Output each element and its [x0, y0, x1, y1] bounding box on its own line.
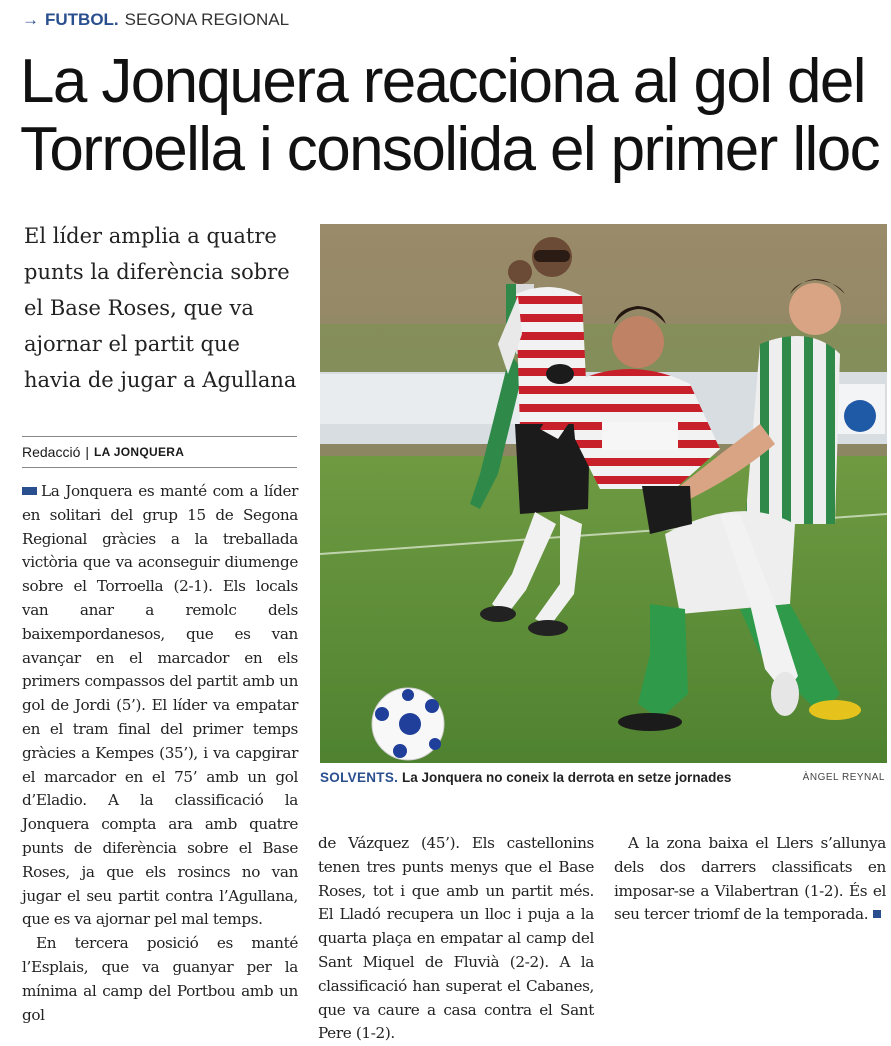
body-paragraph [318, 832, 594, 1046]
byline-author: Redacció [22, 444, 81, 460]
body-column-1 [22, 480, 298, 1027]
byline [22, 436, 297, 468]
byline-place: LA JONQUERA [94, 445, 185, 459]
section-subname: SEGONA REGIONAL [124, 10, 290, 29]
byline-separator: | [85, 444, 90, 460]
photo-caption [320, 770, 887, 792]
section-name: FUTBOL. [45, 10, 119, 29]
photo-credit: ÀNGEL REYNAL [802, 772, 885, 783]
match-photo [320, 224, 887, 763]
end-marker-icon [873, 910, 881, 918]
subtitle: El líder amplia a quatre punts la diferència sobre el Base Roses, que va ajornar el partit que havia de jugar a Agullana [24, 224, 297, 392]
body-column-2 [318, 832, 594, 1046]
body-paragraph-2-text-a: En tercera posició es manté l’Esplais, que va guanyar per la mínima al camp del Portbou amb un gol [22, 934, 298, 1024]
body-paragraph-1-text: La Jonquera es manté com a líder en solitari del grup 15 de Segona Regional gràcies a la treballada victòria que va aconseguir diumenge sobre el Torroella (2-1). Els locals van anar a remolc dels baixempordanesos, que es van avançar en el marcador en els primers compassos del partit amb un gol de Jordi (5’). El líder va empatar en el tram final del primer temps gràcies a Kempes (35’), i va capgirar el marcador en el 75’ amb un gol d’Eladio. A la classificació la Jonquera compta ara amb quatre punts de diferència sobre el Base Roses, ja que els rosincs no van jugar el seu partit contra l’Agullana, que es va ajornar pel mal temps. [22, 482, 298, 929]
section-tag [22, 8, 289, 32]
body-paragraph [22, 480, 298, 932]
arrow-right-icon: → [22, 10, 39, 29]
body-paragraph [22, 932, 298, 1027]
body-paragraph-3-text: A la zona baixa el Llers s’allunya dels dos darrers classificats en imposar-se a Vilabertran (1-2). És el seu tercer triomf de la temporada. [614, 834, 886, 924]
caption-text: La Jonquera no coneix la derrota en setze jornades [401, 770, 732, 785]
body-column-3 [614, 832, 886, 927]
football [372, 688, 444, 760]
headline: La Jonquera reacciona al gol del Torroella i consolida el primer lloc [20, 47, 879, 184]
body-paragraph [614, 832, 886, 927]
paragraph-marker-icon [22, 487, 37, 495]
body-paragraph-2-text-b: de Vázquez (45’). Els castellonins tenen tres punts menys que el Base Roses, tot i que amb un partit més. El Lladó recupera un lloc i puja a la quarta plaça en empatar al camp del Sant Miquel de Fluvià (2-2). A la classificació han superat el Cabanes, que va caure a casa contra el Sant Pere (1-2). [318, 834, 594, 1043]
caption-label: SOLVENTS. [320, 770, 399, 785]
